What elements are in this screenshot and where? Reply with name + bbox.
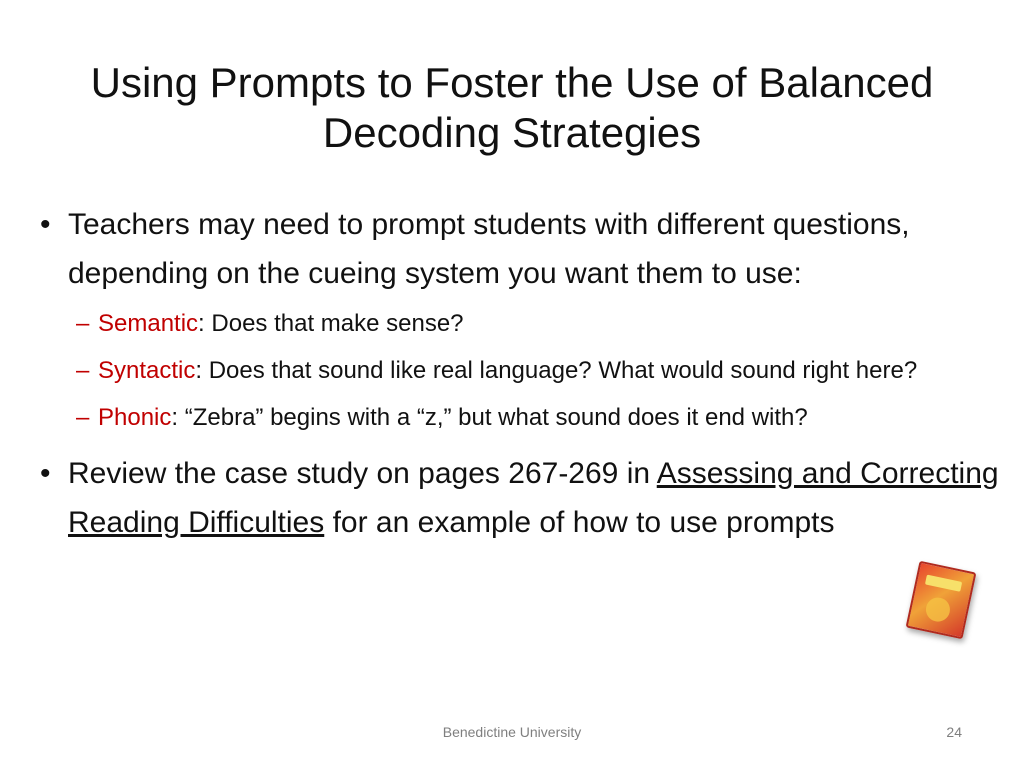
dash-marker: –	[76, 357, 90, 384]
bullet-list	[40, 200, 1000, 547]
sub-text: : Does that make sense?	[198, 310, 464, 337]
review-text-post: for an example of how to use prompts	[324, 506, 835, 539]
bullet-marker: •	[40, 457, 51, 490]
sub-bullet-container	[40, 302, 1000, 439]
sub-bullet-phonic	[40, 396, 1000, 439]
sub-bullet-list	[40, 302, 1000, 439]
sub-text: : “Zebra” begins with a “z,” but what sound does it end with?	[171, 404, 808, 431]
bullet-teachers	[40, 200, 1000, 298]
bullet-review	[40, 449, 1000, 547]
footer-text: Benedictine University	[442, 724, 582, 740]
page-number: 24	[946, 724, 962, 740]
sub-bullet-syntactic	[40, 349, 1000, 392]
bullet-text	[68, 449, 1000, 547]
book-title-link[interactable]: Assessing and Correcting Reading Difficulties	[68, 457, 999, 539]
title-line-2: Decoding Strategies	[322, 109, 702, 156]
term-semantic: Semantic	[98, 310, 199, 337]
title-line-1: Using Prompts to Foster the Use of Balanced	[90, 59, 934, 106]
bullet-text: Teachers may need to prompt students with different questions, depending on the cueing system you want them to use:	[68, 208, 910, 290]
term-phonic: Phonic	[98, 404, 172, 431]
sub-bullet-semantic	[40, 302, 1000, 345]
slide-title	[40, 58, 984, 158]
book-cover-icon	[906, 561, 977, 640]
term-syntactic: Syntactic	[98, 357, 196, 384]
bullet-marker: •	[40, 208, 51, 241]
sub-text: : Does that sound like real language? What would sound right here?	[195, 357, 918, 384]
dash-marker: –	[76, 310, 90, 337]
dash-marker: –	[76, 404, 90, 431]
review-text-pre: Review the case study on pages 267-269 in	[68, 457, 657, 490]
